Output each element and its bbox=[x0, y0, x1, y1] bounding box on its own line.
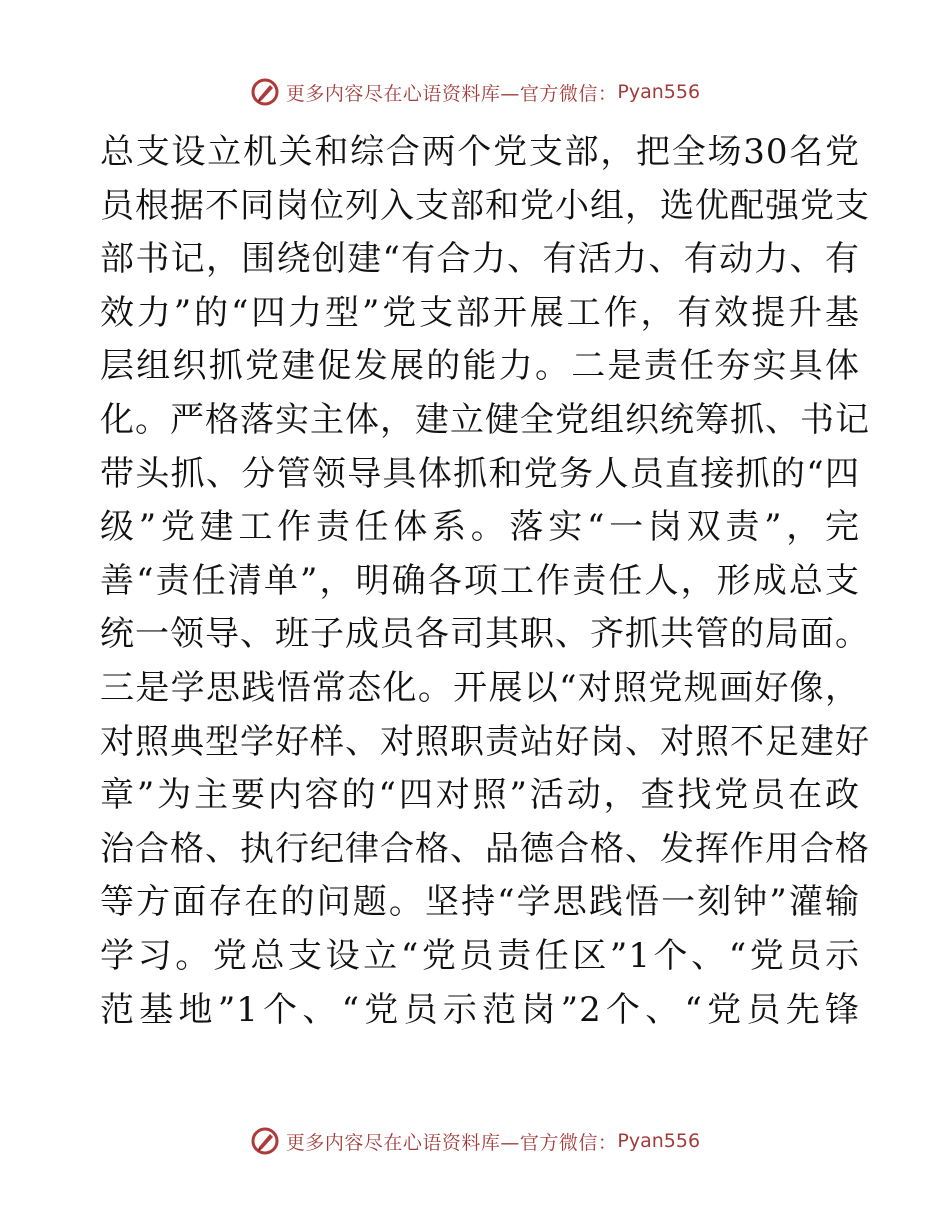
text-line: 统一领导、班子成员各司其职、齐抓共管的局面。 bbox=[100, 614, 870, 655]
text-line: 学习。党总支设立“党员责任区”1个、“党员示 bbox=[100, 935, 860, 976]
text-line: 善“责任清单”，明确各项工作责任人，形成总支 bbox=[100, 560, 860, 601]
watermark-text: 更多内容尽在心语资料库—官方微信： bbox=[285, 82, 618, 105]
text-line: 级”党建工作责任体系。落实“一岗双责”，完 bbox=[100, 507, 860, 548]
watermark-wechat-id: Pyan556 bbox=[617, 81, 701, 103]
footer-watermark bbox=[0, 1121, 950, 1161]
pen-circle-logo-icon bbox=[250, 1126, 280, 1156]
text-line: 三是学思践悟常态化。开展以“对照党规画好像， bbox=[100, 667, 860, 708]
text-line: 效力”的“四力型”党支部开展工作，有效提升基 bbox=[100, 292, 860, 333]
text-line: 员根据不同岗位列入支部和党小组，选优配强党支 bbox=[100, 185, 870, 226]
text-line: 层组织抓党建促发展的能力。二是责任夯实具体 bbox=[100, 346, 860, 387]
text-line: 部书记，围绕创建“有合力、有活力、有动力、有 bbox=[100, 239, 860, 280]
watermark-wechat-id: Pyan556 bbox=[617, 1130, 701, 1152]
text-line: 章”为主要内容的“四对照”活动，查找党员在政 bbox=[100, 775, 860, 816]
text-line: 治合格、执行纪律合格、品德合格、发挥作用合格 bbox=[100, 828, 870, 869]
document-body bbox=[100, 126, 870, 1037]
header-watermark bbox=[0, 72, 950, 112]
text-line: 范基地”1个、“党员示范岗”2个、“党员先锋 bbox=[100, 989, 860, 1030]
text-line: 对照典型学好样、对照职责站好岗、对照不足建好 bbox=[100, 721, 870, 762]
text-line: 等方面存在的问题。坚持“学思践悟一刻钟”灌输 bbox=[100, 882, 860, 923]
text-line: 化。严格落实主体，建立健全党组织统筹抓、书记 bbox=[100, 399, 870, 440]
text-line: 带头抓、分管领导具体抓和党务人员直接抓的“四 bbox=[100, 453, 860, 494]
pen-circle-logo-icon bbox=[250, 77, 280, 107]
text-line: 总支设立机关和综合两个党支部，把全场30名党 bbox=[100, 132, 860, 172]
watermark-text: 更多内容尽在心语资料库—官方微信： bbox=[285, 1131, 618, 1154]
